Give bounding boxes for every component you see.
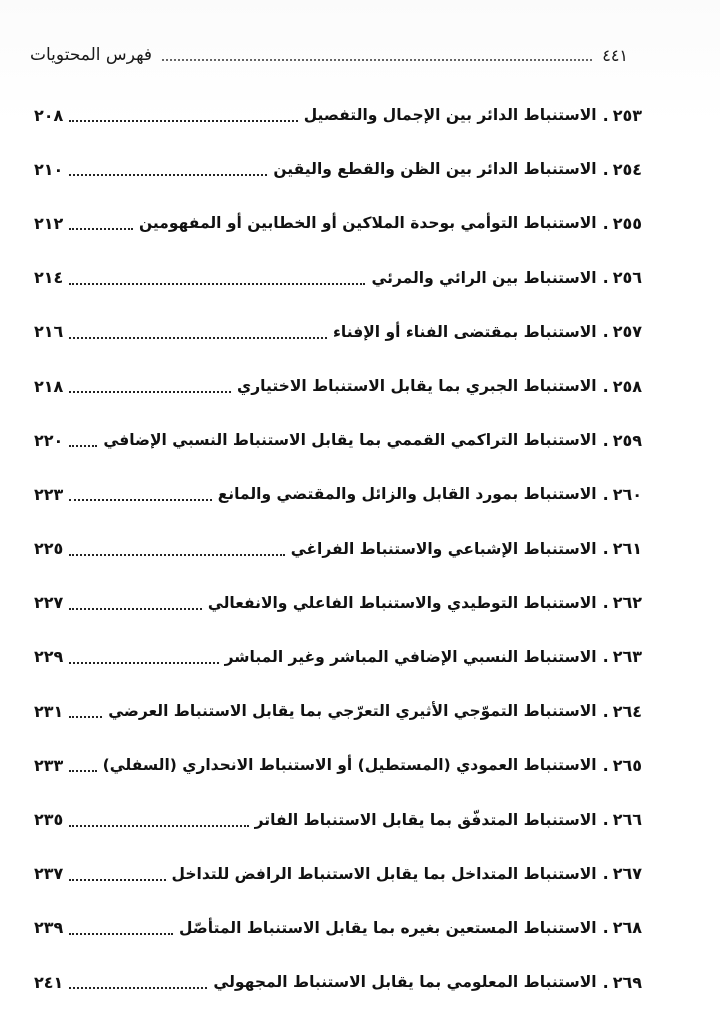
entry-title: الاستنباط المستعين بغيره بما يقابل الاستنباط المتأصّل — [178, 918, 597, 937]
entry-number-separator: . — [602, 213, 609, 233]
entry-dot-leader — [69, 228, 133, 230]
entry-page-number: ٢١٦ — [34, 322, 64, 342]
entry-dot-leader — [69, 337, 327, 339]
entry-page-number: ٢٢٠ — [34, 430, 64, 450]
entry-number: ٢٦٢ — [612, 593, 642, 613]
entry-number-separator: . — [602, 484, 609, 504]
entry-dot-leader — [69, 662, 218, 664]
entry-dot-leader — [69, 825, 248, 827]
entry-number: ٢٦٣ — [612, 647, 642, 667]
entry-title: الاستنباط المتداخل بما يقابل الاستنباط الرافض للتداخل — [171, 864, 597, 883]
toc-entry — [34, 305, 642, 359]
entry-number: ٢٦٩ — [612, 972, 642, 992]
entry-title: الاستنباط المعلومي بما يقابل الاستنباط المجهولي — [213, 973, 597, 992]
entry-number-separator: . — [602, 376, 609, 396]
toc-entry — [34, 576, 642, 630]
entry-page-number: ٢٢٩ — [34, 647, 64, 667]
entry-page-number: ٢١٨ — [34, 376, 64, 396]
entry-number-separator: . — [602, 539, 609, 559]
entry-title: الاستنباط الدائر بين الظن والقطع واليقين — [273, 160, 597, 179]
entry-number: ٢٥٦ — [612, 268, 642, 288]
entry-number: ٢٦٥ — [612, 755, 642, 775]
entry-number-separator: . — [602, 647, 609, 667]
toc-entry — [34, 955, 642, 1009]
entry-title: الاستنباط الإشباعي والاستنباط الفراغي — [290, 539, 597, 558]
entry-number: ٢٦٧ — [612, 864, 642, 884]
entry-number-separator: . — [602, 593, 609, 613]
entry-dot-leader — [69, 608, 202, 610]
entry-dot-leader — [69, 120, 297, 122]
entry-number-separator: . — [602, 810, 609, 830]
entry-title: الاستنباط التراكمي القممي بما يقابل الاستنباط النسبي الإضافي — [103, 431, 597, 450]
entry-title: الاستنباط العمودي (المستطيل) أو الاستنباط الانحداري (السفلي) — [102, 756, 597, 775]
entry-dot-leader — [69, 933, 173, 935]
entry-number: ٢٦٦ — [612, 810, 642, 830]
toc-entry — [34, 792, 642, 846]
entry-dot-leader — [69, 770, 96, 772]
toc-entry — [34, 251, 642, 305]
toc-entry — [34, 142, 642, 196]
entry-dot-leader — [69, 554, 284, 556]
entry-number: ٢٥٣ — [612, 105, 642, 125]
entry-dot-leader — [69, 283, 365, 285]
entry-title: الاستنباط التموّجي الأثيري التعرّجي بما يقابل الاستنباط العرضي — [108, 702, 597, 721]
entry-page-number: ٢١٠ — [34, 159, 64, 179]
header-dot-leader — [162, 59, 592, 61]
entry-page-number: ٢٣٧ — [34, 864, 64, 884]
toc-entry — [34, 630, 642, 684]
entry-title: الاستنباط النسبي الإضافي المباشر وغير المباشر — [224, 647, 597, 666]
entry-number: ٢٥٧ — [612, 322, 642, 342]
toc-entry — [34, 467, 642, 521]
entry-number: ٢٦٤ — [612, 701, 642, 721]
entry-page-number: ٢٢٣ — [34, 484, 64, 504]
toc-entry — [34, 522, 642, 576]
entry-page-number: ٢١٢ — [34, 213, 64, 233]
table-of-contents — [34, 88, 642, 1009]
entry-number-separator: . — [602, 701, 609, 721]
entry-dot-leader — [69, 716, 102, 718]
entry-number: ٢٦٠ — [612, 484, 642, 504]
entry-dot-leader — [69, 391, 231, 393]
entry-page-number: ٢٢٧ — [34, 593, 64, 613]
entry-dot-leader — [69, 499, 211, 501]
entry-number-separator: . — [602, 755, 609, 775]
entry-number-separator: . — [602, 105, 609, 125]
entry-number-separator: . — [602, 268, 609, 288]
entry-number-separator: . — [602, 430, 609, 450]
toc-entry — [34, 684, 642, 738]
entry-number-separator: . — [602, 322, 609, 342]
toc-entry — [34, 901, 642, 955]
entry-number-separator: . — [602, 864, 609, 884]
toc-entry — [34, 847, 642, 901]
entry-dot-leader — [69, 879, 165, 881]
entry-number: ٢٥٥ — [612, 213, 642, 233]
entry-title: الاستنباط التوأمي بوحدة الملاكين أو الخطابين أو المفهومين — [138, 214, 597, 233]
entry-page-number: ٢٣١ — [34, 701, 64, 721]
entry-number-separator: . — [602, 972, 609, 992]
entry-title: الاستنباط بمقتضى الفناء أو الإفناء — [333, 322, 597, 341]
toc-entry — [34, 413, 642, 467]
entry-page-number: ٢٢٥ — [34, 539, 64, 559]
entry-page-number: ٢٣٥ — [34, 810, 64, 830]
entry-number: ٢٥٨ — [612, 376, 642, 396]
header-page-number: ٤٤١ — [602, 45, 628, 65]
entry-title: الاستنباط بمورد القابل والزائل والمقتضي والمانع — [217, 485, 597, 504]
entry-number-separator: . — [602, 918, 609, 938]
toc-entry — [34, 738, 642, 792]
entry-number: ٢٦٨ — [612, 918, 642, 938]
toc-entry — [34, 196, 642, 250]
page-header — [30, 38, 628, 72]
entry-page-number: ٢٣٩ — [34, 918, 64, 938]
entry-title: الاستنباط التوطيدي والاستنباط الفاعلي والانفعالي — [207, 593, 597, 612]
entry-page-number: ٢٤١ — [34, 972, 64, 992]
entry-title: الاستنباط الدائر بين الإجمال والتفصيل — [303, 106, 597, 125]
header-title: فهرس المحتويات — [30, 45, 153, 65]
entry-title: الاستنباط المتدفّق بما يقابل الاستنباط الفاتر — [254, 810, 597, 829]
entry-page-number: ٢١٤ — [34, 268, 64, 288]
toc-entry — [34, 88, 642, 142]
entry-page-number: ٢٠٨ — [34, 105, 64, 125]
entry-number: ٢٥٩ — [612, 430, 642, 450]
entry-number-separator: . — [602, 159, 609, 179]
entry-dot-leader — [69, 987, 207, 989]
entry-number: ٢٥٤ — [612, 159, 642, 179]
entry-dot-leader — [69, 445, 97, 447]
entry-dot-leader — [69, 174, 267, 176]
toc-entry — [34, 359, 642, 413]
entry-title: الاستنباط بين الرائي والمرئي — [371, 268, 597, 287]
entry-title: الاستنباط الجبري بما يقابل الاستنباط الاختياري — [237, 377, 597, 396]
entry-page-number: ٢٣٣ — [34, 755, 64, 775]
entry-number: ٢٦١ — [612, 539, 642, 559]
